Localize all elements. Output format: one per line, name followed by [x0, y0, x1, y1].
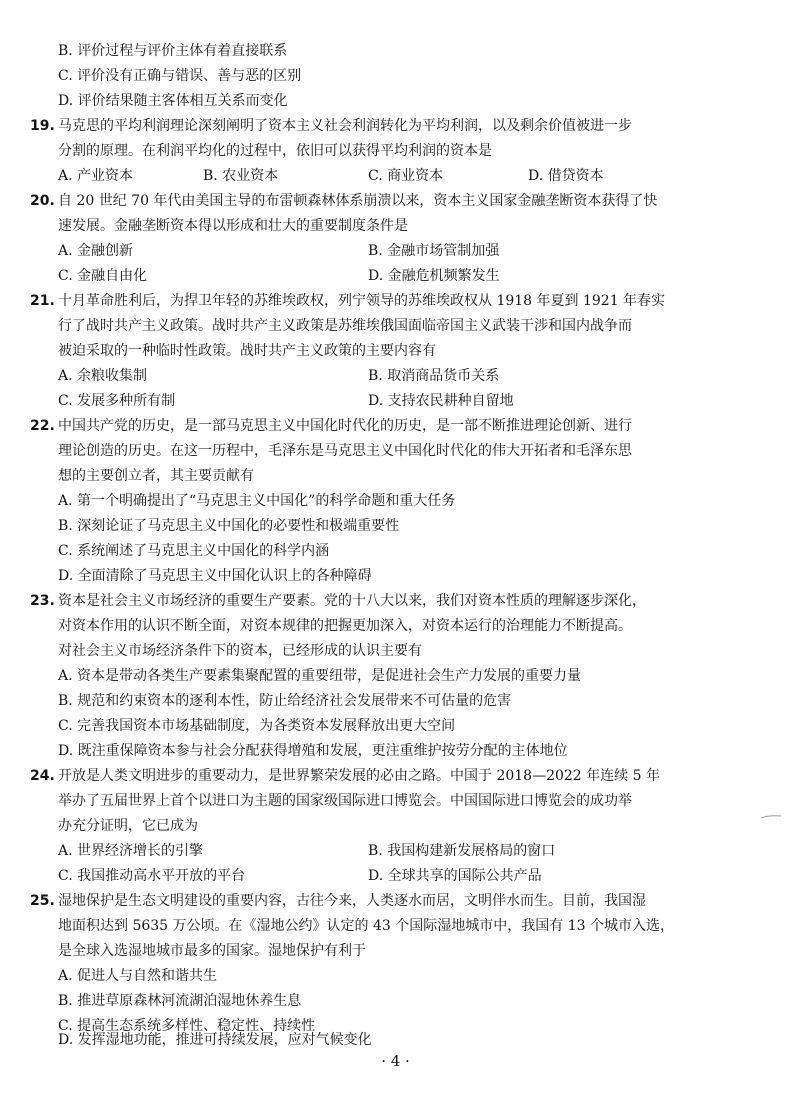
q21-options-row2	[58, 391, 758, 411]
q24-option-d: D. 全球共享的国际公共产品	[368, 868, 542, 884]
q21-stem-line: 行了战时共产主义政策。战时共产主义政策是苏维埃俄国面临帝国主义武装干涉和国内战争而	[58, 318, 632, 334]
q24-options-row2	[58, 866, 758, 886]
q20-number: 20.	[30, 193, 55, 209]
q25-stem-line: 是全球入选湿地城市最多的国家。湿地保护有利于	[58, 943, 366, 959]
q19-option-a: A. 产业资本	[58, 168, 134, 184]
q20-option-d: D. 金融危机频繁发生	[368, 268, 500, 284]
q20-option-b: B. 金融市场管制加强	[368, 243, 500, 259]
q20-options-row1	[58, 241, 758, 261]
q22-stem-line: 理论创造的历史。在这一历程中，毛泽东是马克思主义中国化时代化的伟大开拓者和毛泽东思	[58, 443, 632, 459]
q22-option-c: C. 系统阐述了马克思主义中国化的科学内涵	[58, 543, 330, 559]
q23-option-d: D. 既注重保障资本参与社会分配获得增殖和发展，更注重维护按劳分配的主体地位	[58, 743, 568, 759]
q23-option-b: B. 规范和约束资本的逐利本性，防止给经济社会发展带来不可估量的危害	[58, 693, 512, 709]
q19-options	[58, 166, 758, 186]
scan-mark	[760, 814, 782, 820]
q22-option-b: B. 深刻论证了马克思主义中国化的必要性和极端重要性	[58, 518, 400, 534]
q23-option-a: A. 资本是带动各类生产要素集聚配置的重要纽带，是促进社会生产力发展的重要力量	[58, 668, 582, 684]
q25-option-d: D. 发挥湿地功能，推进可持续发展，应对气候变化	[58, 1032, 372, 1048]
q21-stem-line: 21. 十月革命胜利后，为捍卫年轻的苏维埃政权，列宁领导的苏维埃政权从 1918 年夏到 1921 年春实	[30, 293, 666, 309]
q22-option-d: D. 全面清除了马克思主义中国化认识上的各种障碍	[58, 568, 372, 584]
q24-stem-line: 办充分证明，它已成为	[58, 818, 198, 834]
q21-option-c: C. 发展多种所有制	[58, 393, 176, 409]
q23-option-c: C. 完善我国资本市场基础制度，为各类资本发展释放出更大空间	[58, 718, 456, 734]
q25-stem-line: 25. 湿地保护是生态文明建设的重要内容，古往今来，人类逐水而居，文明伴水而生。目前，我国湿	[30, 893, 646, 909]
q24-option-c: C. 我国推动高水平开放的平台	[58, 868, 246, 884]
q19-option-d: D. 借贷资本	[528, 168, 604, 184]
q19-number: 19.	[30, 118, 55, 134]
q22-stem-line: 22. 中国共产党的历史，是一部马克思主义中国化时代化的历史，是一部不断推进理论创新、进行	[30, 418, 632, 434]
q25-stem-line: 地面积达到 5635 万公顷。在《湿地公约》认定的 43 个国际湿地城市中，我国有 13 个城市入选，	[58, 918, 674, 934]
q24-option-b: B. 我国构建新发展格局的窗口	[368, 843, 556, 859]
q18-option-c: C. 评价没有正确与错误、善与恶的区别	[58, 68, 302, 84]
q21-options-row1	[58, 366, 758, 386]
q19-stem-line: 19. 马克思的平均利润理论深刻阐明了资本主义社会利润转化为平均利润，以及剩余价值被进一步	[30, 118, 632, 134]
q25-number: 25.	[30, 893, 55, 909]
q22-number: 22.	[30, 418, 55, 434]
q23-stem-line: 23. 资本是社会主义市场经济的重要生产要素。党的十八大以来，我们对资本性质的理解逐步深化，	[30, 593, 646, 609]
q24-stem-line: 举办了五届世界上首个以进口为主题的国家级国际进口博览会。中国国际进口博览会的成功举	[58, 793, 632, 809]
q21-option-d: D. 支持农民耕种自留地	[368, 393, 514, 409]
q23-stem-line: 对社会主义市场经济条件下的资本，已经形成的认识主要有	[58, 643, 422, 659]
q21-option-a: A. 余粮收集制	[58, 368, 148, 384]
q19-stem-line: 分割的原理。在利润平均化的过程中，依旧可以获得平均利润的资本是	[58, 143, 492, 159]
q19-option-c: C. 商业资本	[368, 168, 444, 184]
page-number: · 4 ·	[381, 1052, 410, 1070]
q25-option-c: C. 提高生态系统多样性、稳定性、持续性	[58, 1018, 316, 1034]
q20-options-row2	[58, 266, 758, 286]
q20-option-a: A. 金融创新	[58, 243, 134, 259]
q25-option-b: B. 推进草原森林河流湖泊湿地休养生息	[58, 993, 302, 1009]
q21-stem-line: 被迫采取的一种临时性政策。战时共产主义政策的主要内容有	[58, 343, 436, 359]
q18-option-b: B. 评价过程与评价主体有着直接联系	[58, 43, 288, 59]
q20-stem-line: 20. 自 20 世纪 70 年代由美国主导的布雷顿森林体系崩溃以来，资本主义国家金融垄断资本获得了快	[30, 193, 658, 209]
q23-number: 23.	[30, 593, 55, 609]
q21-option-b: B. 取消商品货币关系	[368, 368, 500, 384]
q18-option-d: D. 评价结果随主客体相互关系而变化	[58, 93, 288, 109]
q23-stem-line: 对资本作用的认识不断全面，对资本规律的把握更加深入，对资本运行的治理能力不断提高。	[58, 618, 632, 634]
q21-number: 21.	[30, 293, 55, 309]
q24-number: 24.	[30, 768, 55, 784]
q20-stem-line: 速发展。金融垄断资本得以形成和壮大的重要制度条件是	[58, 218, 408, 234]
q24-stem-line: 24. 开放是人类文明进步的重要动力，是世界繁荣发展的必由之路。中国于 2018—2022 年连续 5 年	[30, 768, 660, 784]
q20-option-c: C. 金融自由化	[58, 268, 148, 284]
q22-stem-line: 想的主要创立者，其主要贡献有	[58, 468, 254, 484]
q19-option-b: B. 农业资本	[203, 168, 279, 184]
q25-option-a: A. 促进人与自然和谐共生	[58, 968, 218, 984]
q24-option-a: A. 世界经济增长的引擎	[58, 843, 204, 859]
q22-option-a: A. 第一个明确提出了“马克思主义中国化”的科学命题和重大任务	[58, 493, 456, 509]
q24-options-row1	[58, 841, 758, 861]
